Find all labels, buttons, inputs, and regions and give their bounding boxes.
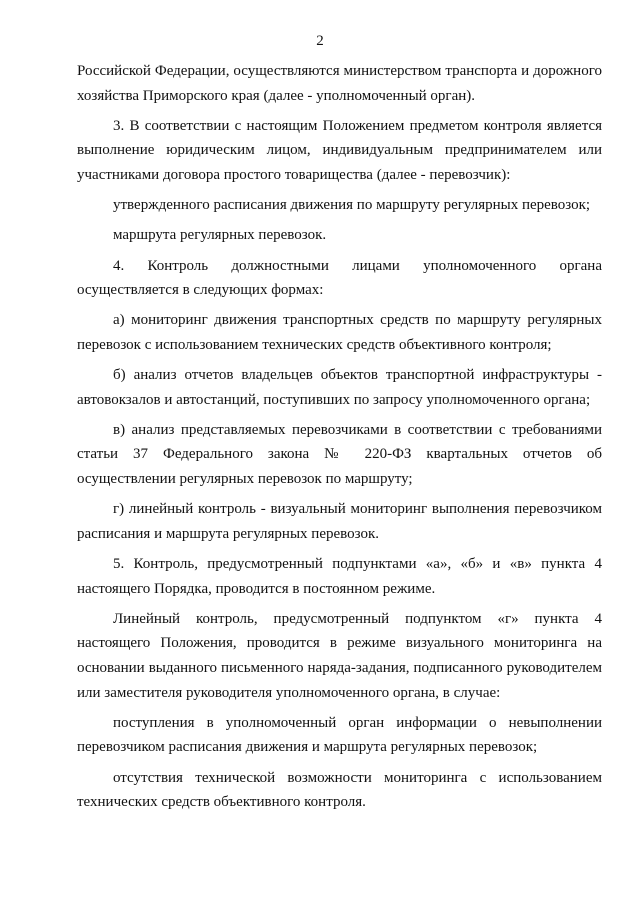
paragraph-subitem-a: а) мониторинг движения транспортных средств по маршруту регулярных перевозок с использованием технических средств объективного контроля;: [77, 312, 602, 353]
paragraph-item-3: 3. В соответствии с настоящим Положением предметом контроля является выполнение юридическим лицом, индивидуальным предпринимателем или участниками договора простого товарищества (далее - перевозчик):: [77, 117, 602, 183]
paragraph-schedule: утвержденного расписания движения по маршруту регулярных перевозок;: [113, 197, 591, 214]
paragraph-subitem-b: б) анализ отчетов владельцев объектов транспортной инфраструктуры - автовокзалов и автостанций, поступивших по запросу уполномоченного органа;: [77, 367, 602, 408]
paragraph-federation-continuation: Российской Федерации, осуществляются министерством транспорта и дорожного хозяйства Приморского края (далее - уполномоченный орган).: [77, 63, 602, 104]
paragraph-route: маршрута регулярных перевозок.: [113, 227, 327, 244]
paragraph-subitem-v: в) анализ представляемых перевозчиками в соответствии с требованиями статьи 37 Федерального закона № 220-ФЗ квартальных отчетов об осуществлении регулярных перевозок по маршруту;: [77, 421, 602, 488]
paragraph-item-4: 4. Контроль должностными лицами уполномоченного органа осуществляется в следующих формах:: [77, 257, 602, 299]
paragraph-case-no-technical-means: отсутствия технической возможности мониторинга с использованием технических средств объективного контроля.: [77, 769, 602, 811]
paragraph-subitem-g: г) линейный контроль - визуальный мониторинг выполнения перевозчиком расписания и маршрута регулярных перевозок.: [77, 501, 602, 542]
page-number: 2: [316, 33, 324, 49]
paragraph-case-information: поступления в уполномоченный орган информации о невыполнении перевозчиком расписания движения и маршрута регулярных перевозок;: [77, 714, 602, 756]
document-body: [77, 59, 602, 820]
paragraph-linear-control: Линейный контроль, предусмотренный подпунктом «г» пункта 4 настоящего Положения, проводится в режиме визуального мониторинга на основании выданного письменного наряда-задания, подписанного руководителем или заместителя руководителя уполномоченного органа, в случае:: [77, 610, 602, 701]
paragraph-item-5: 5. Контроль, предусмотренный подпунктами «а», «б» и «в» пункта 4 настоящего Порядка, проводится в постоянном режиме.: [77, 556, 602, 597]
